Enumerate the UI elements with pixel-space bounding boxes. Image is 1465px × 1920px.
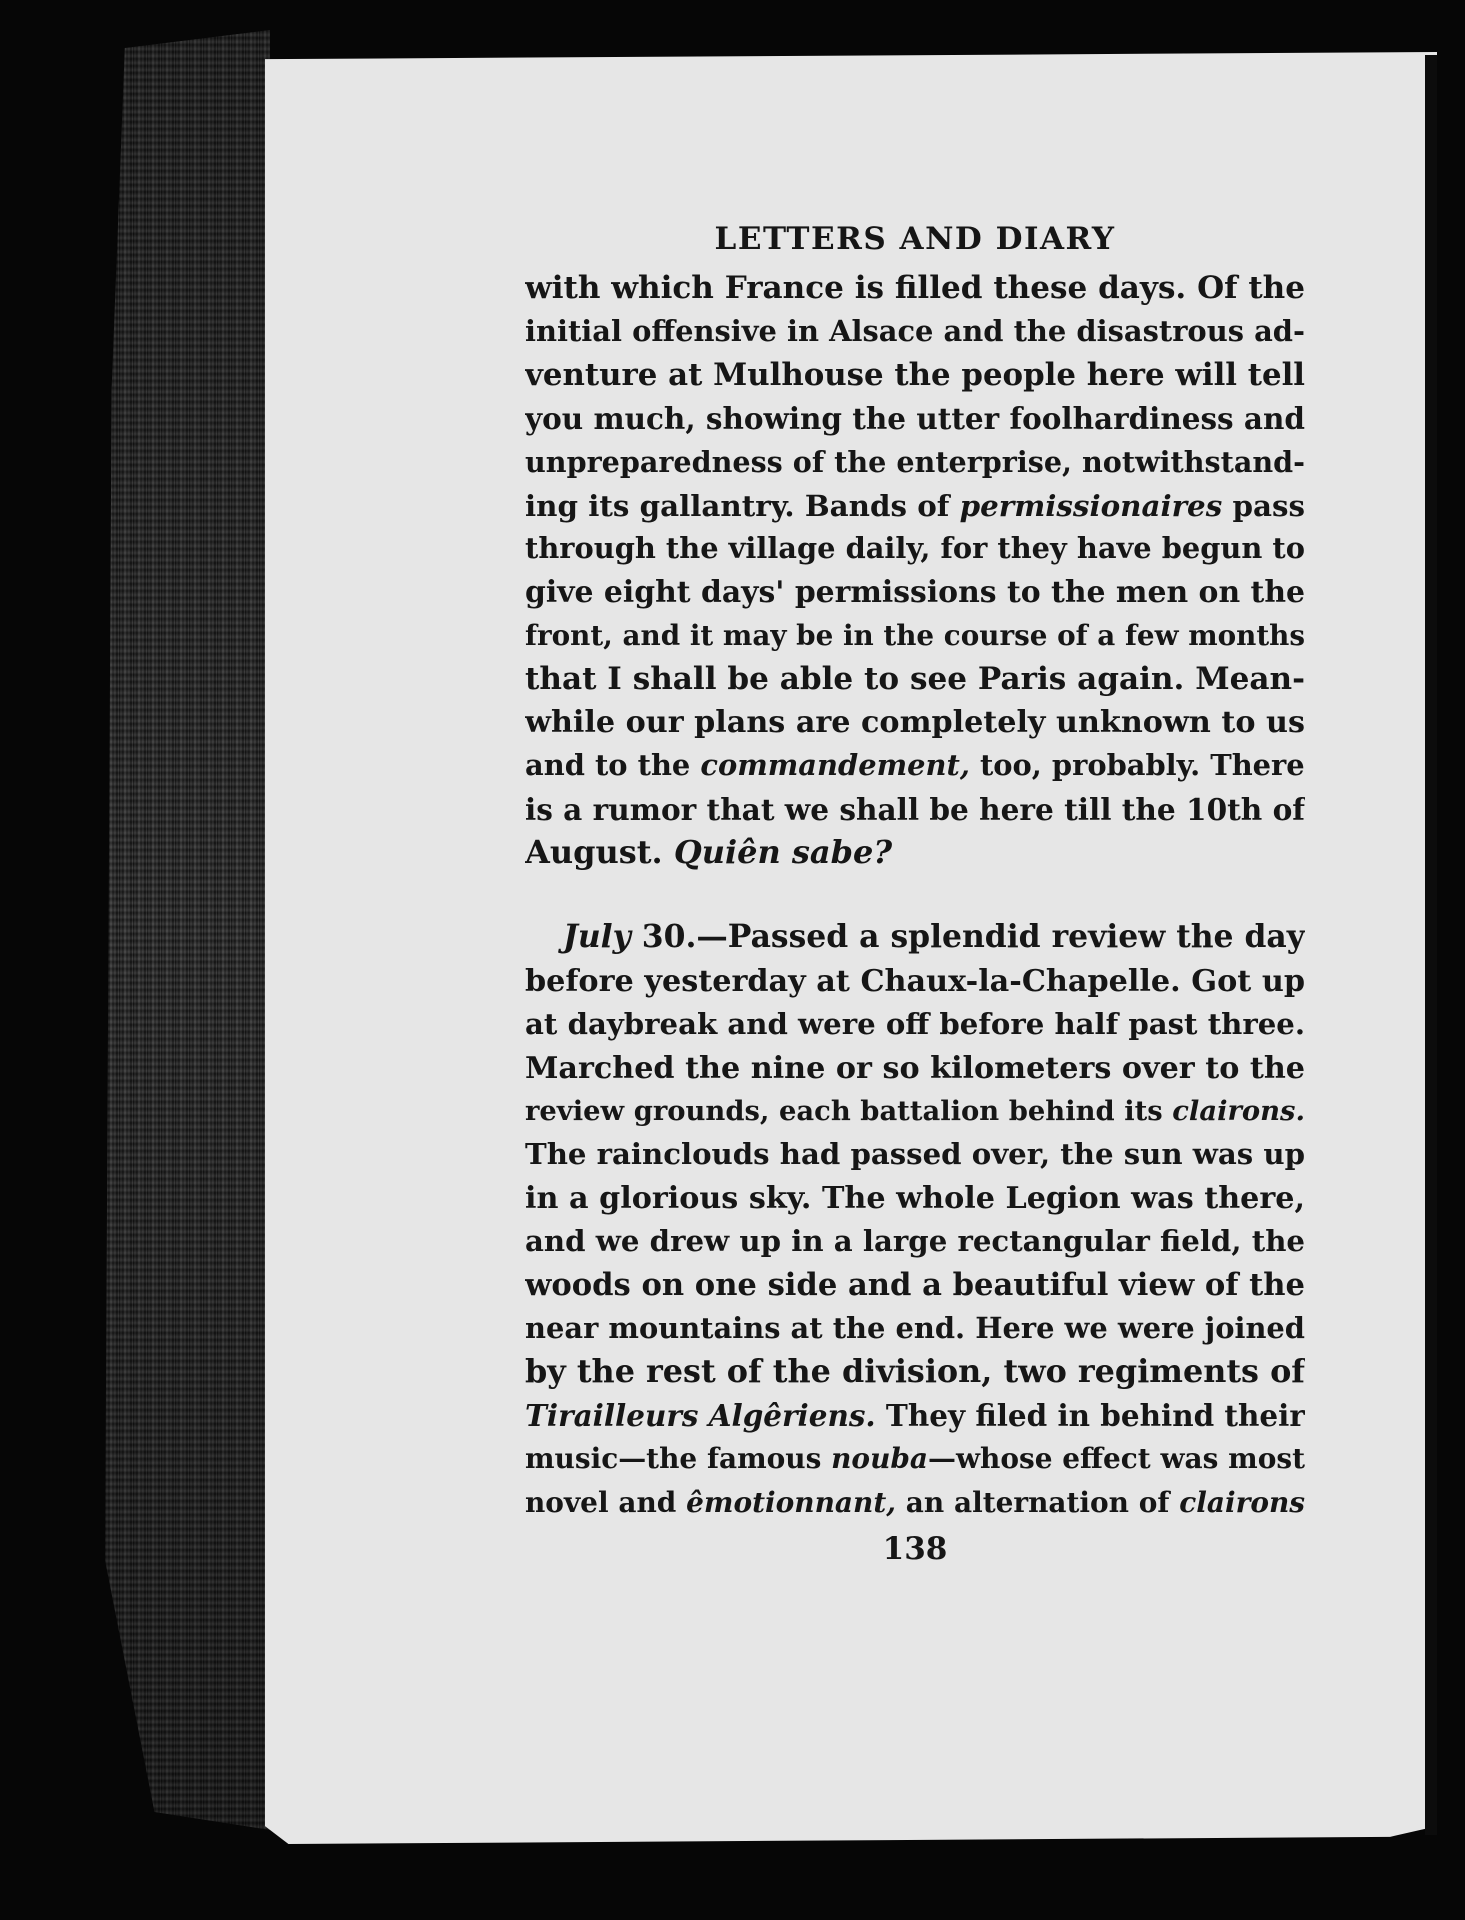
text-line: at daybreak and were off before half past three. — [525, 1007, 1305, 1042]
text-line: is a rumor that we shall be here till the 10th of — [525, 791, 1305, 827]
text-segment: pass — [1222, 487, 1305, 523]
italic-term: clairons — [1179, 1485, 1305, 1519]
text-segment: too, probably. There — [969, 748, 1305, 783]
diary-date-italic: July — [563, 919, 631, 956]
text-line: near mountains at the end. Here we were joined — [525, 1310, 1305, 1345]
italic-term: Quiên sabe? — [673, 833, 893, 872]
text-line: Marched the nine or so kilometers over to the — [525, 1050, 1305, 1086]
text-segment: novel and — [525, 1485, 687, 1519]
paragraph-1 — [525, 267, 1305, 874]
paragraph-2 — [525, 916, 1305, 1523]
text-line: by the rest of the division, two regiments of — [525, 1352, 1305, 1391]
text-line: through the village daily, for they have begun to — [525, 531, 1305, 566]
diary-entry-date-line — [525, 916, 1305, 959]
text-line: and we drew up in a large rectangular field, the — [525, 1224, 1305, 1259]
text-line: woods on one side and a beautiful view of the — [525, 1266, 1305, 1303]
text-line: venture at Mulhouse the people here will tell — [525, 356, 1305, 393]
italic-term: permissionaires — [959, 487, 1223, 523]
italic-term: commandement, — [700, 748, 970, 783]
text-segment: 30.—Passed a splendid review the day — [630, 919, 1305, 956]
text-line: while our plans are completely unknown to us — [525, 704, 1305, 740]
running-head: LETTERS AND DIARY — [714, 221, 1116, 257]
italic-term: clairons. — [1172, 1095, 1305, 1128]
text-line: in a glorious sky. The whole Legion was there, — [525, 1180, 1305, 1216]
text-line — [525, 1437, 1305, 1480]
italic-term: nouba — [831, 1442, 929, 1476]
text-line: that I shall be able to see Paris again. Mean- — [525, 660, 1305, 697]
text-segment: ing its gallantry. Bands of — [525, 487, 960, 523]
text-line — [525, 744, 1305, 787]
text-segment: August. — [525, 833, 674, 872]
text-line — [525, 484, 1305, 527]
text-line: The rainclouds had passed over, the sun was up — [525, 1137, 1305, 1172]
text-segment: music—the famous — [525, 1442, 832, 1476]
text-segment: —whose effect was most — [928, 1442, 1305, 1476]
text-line: front, and it may be in the course of a few months — [525, 619, 1305, 653]
text-line — [525, 1394, 1305, 1437]
text-line: give eight days' permissions to the men on the — [525, 574, 1305, 610]
page-right-shadow — [1425, 55, 1437, 1835]
text-line — [525, 1481, 1305, 1524]
text-segment: review grounds, each battalion behind its — [525, 1095, 1173, 1128]
text-line — [525, 831, 1305, 874]
page-number: 138 — [882, 1530, 948, 1567]
text-line: unpreparedness of the enterprise, notwithstand- — [525, 444, 1305, 479]
page-text — [525, 211, 1305, 1572]
text-line: initial offensive in Alsace and the disastrous ad- — [525, 314, 1305, 349]
text-segment: an alternation of — [895, 1485, 1180, 1519]
paragraph-gap — [525, 874, 1305, 916]
book-page-edges — [105, 30, 270, 1830]
italic-term: Tirailleurs Algêriens. — [525, 1397, 876, 1433]
text-line: you much, showing the utter foolhardiness and — [525, 401, 1305, 437]
text-line: before yesterday at Chaux-la-Chapelle. Got up — [525, 963, 1305, 999]
text-line — [525, 1090, 1305, 1133]
italic-term: êmotionnant, — [686, 1485, 896, 1519]
text-line: with which France is filled these days. Of the — [525, 270, 1305, 306]
text-segment: They filed in behind their — [875, 1397, 1305, 1433]
text-segment: and to the — [525, 748, 701, 783]
